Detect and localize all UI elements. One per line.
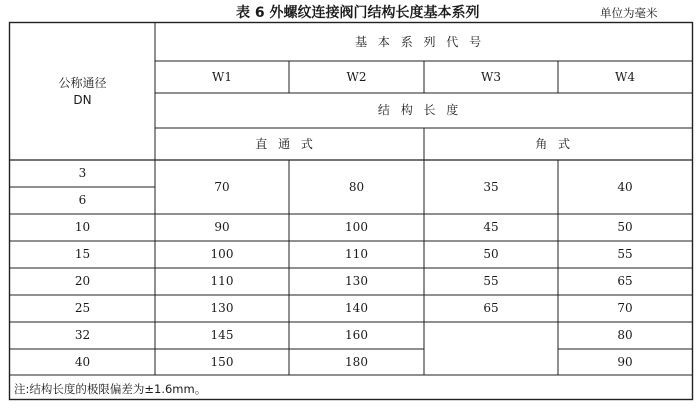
table-title: 表 6 外螺纹连接阀门结构长度基本系列	[236, 5, 480, 21]
dn-cell: 15	[74, 247, 91, 262]
unit-label: 单位为毫米	[600, 6, 658, 20]
series-w4: W4	[615, 69, 635, 84]
table-note: 注:结构长度的极限偏差为±1.6mm。	[14, 382, 207, 396]
value-cell: 50	[617, 220, 633, 235]
series-w2: W2	[346, 69, 367, 84]
value-cell: 40	[617, 179, 633, 194]
value-cell: 145	[210, 328, 234, 343]
value-cell: 65	[483, 301, 499, 316]
value-cell: 70	[214, 179, 230, 194]
value-cell: 130	[210, 301, 234, 316]
value-cell: 100	[345, 220, 368, 235]
value-cell: 70	[617, 301, 633, 316]
value-cell: 110	[345, 247, 368, 262]
angle-header: 角式	[535, 136, 581, 151]
value-cell: 55	[617, 247, 633, 262]
value-cell: 55	[483, 274, 499, 289]
dn-cell: 10	[74, 220, 91, 235]
value-cell: 110	[210, 274, 234, 289]
dn-cell: 3	[78, 166, 87, 181]
dn-cell: 20	[74, 274, 91, 289]
value-cell: 150	[210, 354, 234, 369]
dn-header-sub: DN	[73, 92, 92, 107]
dn-cell: 6	[78, 193, 87, 208]
value-cell: 130	[345, 274, 368, 289]
dn-cell: 32	[74, 328, 91, 343]
value-cell: 180	[345, 354, 368, 369]
series-w3: W3	[481, 69, 501, 84]
series-w1: W1	[212, 69, 232, 84]
value-cell: 90	[617, 354, 633, 369]
dn-header	[10, 23, 155, 160]
value-cell: 50	[483, 247, 499, 262]
value-cell: 100	[210, 247, 234, 262]
value-cell: 45	[483, 220, 499, 235]
value-cell: 80	[617, 328, 633, 343]
value-cell: 35	[483, 179, 499, 194]
dn-cell: 25	[74, 301, 91, 316]
series-code-header: 基本系列代号	[355, 34, 492, 49]
dn-header-label: 公称通径	[58, 75, 107, 90]
value-cell: 80	[348, 179, 365, 194]
length-header: 结构长度	[377, 103, 470, 118]
value-cell: 140	[345, 301, 368, 316]
straight-header: 直通式	[255, 136, 324, 151]
value-cell: 65	[617, 274, 633, 289]
value-cell: 160	[345, 328, 368, 343]
value-cell: 90	[214, 220, 230, 235]
dn-cell: 40	[74, 354, 91, 369]
